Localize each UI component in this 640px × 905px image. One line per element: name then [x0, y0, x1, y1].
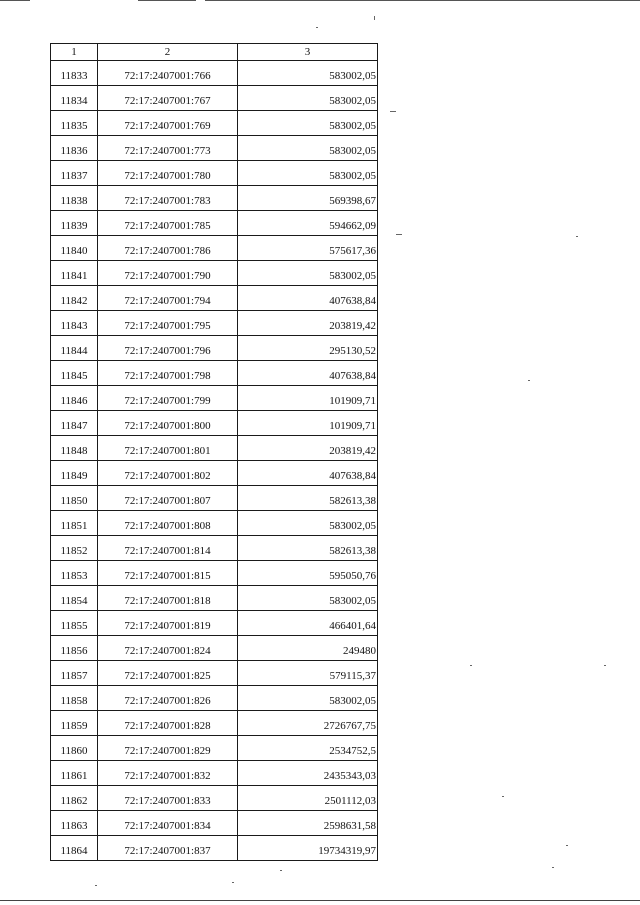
scan-speck [95, 885, 97, 886]
row-number-cell: 11848 [51, 436, 98, 461]
table-row [51, 836, 378, 861]
row-number-cell: 11856 [51, 636, 98, 661]
cadastral-value-cell: 203819,42 [238, 311, 378, 336]
cadastral-number-cell: 72:17:2407001:799 [98, 386, 238, 411]
row-number-cell: 11864 [51, 836, 98, 861]
cadastral-number-cell: 72:17:2407001:807 [98, 486, 238, 511]
table-row [51, 786, 378, 811]
row-number-cell: 11863 [51, 811, 98, 836]
cadastral-value-cell: 594662,09 [238, 211, 378, 236]
table-row [51, 236, 378, 261]
scan-speck [232, 882, 234, 883]
table-row [51, 436, 378, 461]
row-number-cell: 11859 [51, 711, 98, 736]
row-number-cell: 11839 [51, 211, 98, 236]
cadastral-number-cell: 72:17:2407001:800 [98, 411, 238, 436]
cadastral-value-cell: 583002,05 [238, 261, 378, 286]
row-number-cell: 11860 [51, 736, 98, 761]
column-header-number: 1 [51, 44, 98, 61]
table-row [51, 736, 378, 761]
cadastral-value-cell: 2435343,03 [238, 761, 378, 786]
cadastral-number-cell: 72:17:2407001:818 [98, 586, 238, 611]
table-row [51, 61, 378, 86]
table-row [51, 286, 378, 311]
table-row [51, 136, 378, 161]
table-row [51, 711, 378, 736]
cadastral-value-cell: 407638,84 [238, 461, 378, 486]
scan-speck [552, 867, 554, 868]
row-number-cell: 11835 [51, 111, 98, 136]
table-row [51, 86, 378, 111]
cadastral-value-cell: 583002,05 [238, 511, 378, 536]
table-row [51, 261, 378, 286]
cadastral-value-cell: 295130,52 [238, 336, 378, 361]
cadastral-value-cell: 583002,05 [238, 586, 378, 611]
cadastral-number-cell: 72:17:2407001:790 [98, 261, 238, 286]
row-number-cell: 11837 [51, 161, 98, 186]
cadastral-number-cell: 72:17:2407001:834 [98, 811, 238, 836]
table-row [51, 611, 378, 636]
cadastral-number-cell: 72:17:2407001:786 [98, 236, 238, 261]
table-row [51, 161, 378, 186]
cadastral-value-cell: 101909,71 [238, 386, 378, 411]
scan-speck [280, 870, 282, 871]
row-number-cell: 11861 [51, 761, 98, 786]
cadastral-value-cell: 203819,42 [238, 436, 378, 461]
table-row [51, 661, 378, 686]
row-number-cell: 11857 [51, 661, 98, 686]
row-number-cell: 11842 [51, 286, 98, 311]
scan-speck [566, 845, 568, 846]
row-number-cell: 11838 [51, 186, 98, 211]
cadastral-value-cell: 407638,84 [238, 286, 378, 311]
table-row [51, 761, 378, 786]
table-row [51, 461, 378, 486]
cadastral-number-cell: 72:17:2407001:828 [98, 711, 238, 736]
table-row [51, 536, 378, 561]
table-row [51, 586, 378, 611]
cadastral-number-cell: 72:17:2407001:815 [98, 561, 238, 586]
table-row [51, 111, 378, 136]
cadastral-number-cell: 72:17:2407001:825 [98, 661, 238, 686]
table-row [51, 511, 378, 536]
cadastral-number-cell: 72:17:2407001:826 [98, 686, 238, 711]
row-number-cell: 11854 [51, 586, 98, 611]
row-number-cell: 11851 [51, 511, 98, 536]
row-number-cell: 11862 [51, 786, 98, 811]
table-body [51, 61, 378, 861]
cadastral-value-cell: 583002,05 [238, 111, 378, 136]
cadastral-value-cell: 582613,38 [238, 536, 378, 561]
table-row [51, 486, 378, 511]
cadastral-number-cell: 72:17:2407001:783 [98, 186, 238, 211]
cadastral-number-cell: 72:17:2407001:837 [98, 836, 238, 861]
scan-speck [576, 236, 578, 237]
cadastral-number-cell: 72:17:2407001:801 [98, 436, 238, 461]
scan-speck [528, 380, 530, 381]
row-number-cell: 11845 [51, 361, 98, 386]
cadastral-number-cell: 72:17:2407001:819 [98, 611, 238, 636]
table-row [51, 686, 378, 711]
cadastral-number-cell: 72:17:2407001:832 [98, 761, 238, 786]
cadastral-number-cell: 72:17:2407001:769 [98, 111, 238, 136]
cadastral-value-cell: 249480 [238, 636, 378, 661]
table-row [51, 386, 378, 411]
cadastral-value-cell: 583002,05 [238, 161, 378, 186]
table-row [51, 211, 378, 236]
cadastral-value-cell: 582613,38 [238, 486, 378, 511]
column-header-cadastral-number: 2 [98, 44, 238, 61]
cadastral-value-cell: 595050,76 [238, 561, 378, 586]
table-row [51, 636, 378, 661]
scan-speck [396, 234, 402, 235]
cadastral-value-cell: 575617,36 [238, 236, 378, 261]
cadastral-number-cell: 72:17:2407001:796 [98, 336, 238, 361]
row-number-cell: 11843 [51, 311, 98, 336]
cadastral-number-cell: 72:17:2407001:773 [98, 136, 238, 161]
column-header-value: 3 [238, 44, 378, 61]
cadastral-number-cell: 72:17:2407001:766 [98, 61, 238, 86]
scan-speck [470, 665, 472, 666]
cadastral-value-cell: 2501112,03 [238, 786, 378, 811]
cadastral-value-cell: 579115,37 [238, 661, 378, 686]
table-row [51, 361, 378, 386]
row-number-cell: 11844 [51, 336, 98, 361]
cadastral-value-cell: 569398,67 [238, 186, 378, 211]
scan-top-rule-mid [138, 0, 196, 1]
row-number-cell: 11852 [51, 536, 98, 561]
scan-top-rule-left [0, 0, 30, 1]
cadastral-number-cell: 72:17:2407001:833 [98, 786, 238, 811]
scan-speck [374, 16, 375, 20]
row-number-cell: 11836 [51, 136, 98, 161]
table-row [51, 336, 378, 361]
table-row [51, 561, 378, 586]
row-number-cell: 11849 [51, 461, 98, 486]
scan-speck [390, 111, 396, 112]
row-number-cell: 11846 [51, 386, 98, 411]
cadastral-value-table [50, 43, 378, 861]
cadastral-number-cell: 72:17:2407001:802 [98, 461, 238, 486]
cadastral-number-cell: 72:17:2407001:785 [98, 211, 238, 236]
scan-speck [316, 27, 318, 28]
cadastral-number-cell: 72:17:2407001:767 [98, 86, 238, 111]
cadastral-number-cell: 72:17:2407001:824 [98, 636, 238, 661]
cadastral-value-cell: 583002,05 [238, 686, 378, 711]
table-header-row [51, 44, 378, 61]
cadastral-number-cell: 72:17:2407001:794 [98, 286, 238, 311]
table-row [51, 186, 378, 211]
cadastral-value-cell: 583002,05 [238, 61, 378, 86]
cadastral-number-cell: 72:17:2407001:808 [98, 511, 238, 536]
row-number-cell: 11855 [51, 611, 98, 636]
row-number-cell: 11847 [51, 411, 98, 436]
row-number-cell: 11840 [51, 236, 98, 261]
cadastral-value-cell: 2726767,75 [238, 711, 378, 736]
row-number-cell: 11841 [51, 261, 98, 286]
row-number-cell: 11853 [51, 561, 98, 586]
table-row [51, 411, 378, 436]
scan-speck [604, 665, 606, 666]
cadastral-value-cell: 2534752,5 [238, 736, 378, 761]
row-number-cell: 11834 [51, 86, 98, 111]
scan-speck [502, 796, 504, 797]
table-row [51, 311, 378, 336]
cadastral-value-cell: 466401,64 [238, 611, 378, 636]
cadastral-value-cell: 583002,05 [238, 86, 378, 111]
row-number-cell: 11858 [51, 686, 98, 711]
cadastral-value-cell: 2598631,58 [238, 811, 378, 836]
cadastral-value-cell: 101909,71 [238, 411, 378, 436]
cadastral-number-cell: 72:17:2407001:814 [98, 536, 238, 561]
table-row [51, 811, 378, 836]
cadastral-value-cell: 19734319,97 [238, 836, 378, 861]
scan-bottom-rule [0, 900, 640, 901]
cadastral-value-cell: 583002,05 [238, 136, 378, 161]
row-number-cell: 11833 [51, 61, 98, 86]
scan-top-rule-right [205, 0, 640, 1]
cadastral-number-cell: 72:17:2407001:798 [98, 361, 238, 386]
cadastral-number-cell: 72:17:2407001:780 [98, 161, 238, 186]
cadastral-number-cell: 72:17:2407001:829 [98, 736, 238, 761]
row-number-cell: 11850 [51, 486, 98, 511]
cadastral-number-cell: 72:17:2407001:795 [98, 311, 238, 336]
cadastral-value-cell: 407638,84 [238, 361, 378, 386]
